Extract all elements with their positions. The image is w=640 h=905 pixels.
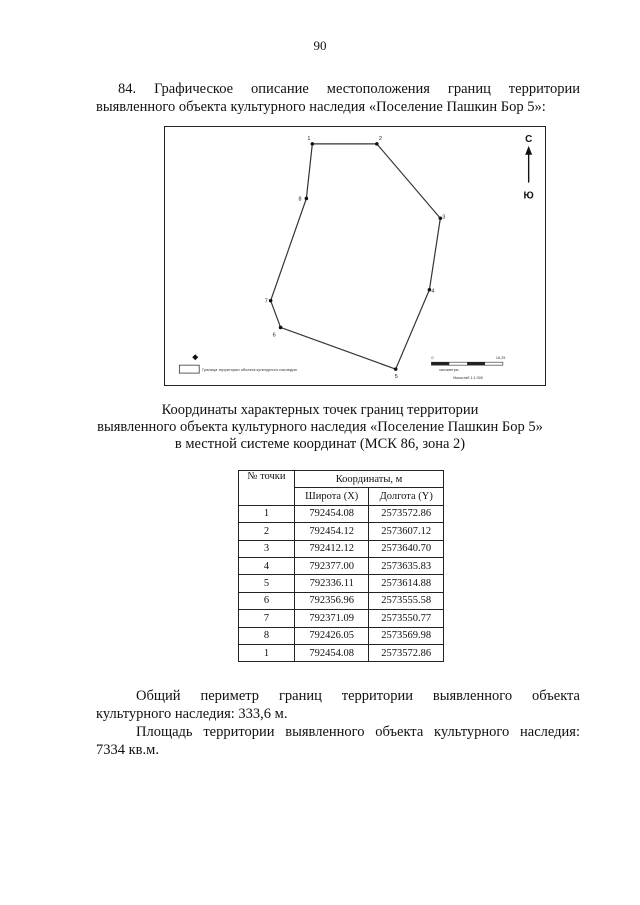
- latitude-value: 792356.96: [295, 592, 369, 609]
- point-number: 6: [239, 592, 295, 609]
- point-label-3: 3: [442, 214, 446, 221]
- point-label-8: 8: [298, 196, 302, 203]
- col-header-latitude: Широта (X): [295, 488, 369, 505]
- section-heading-line2: выявленного объекта культурного наследия «Поселение Пашкин Бор 5»:: [96, 99, 546, 115]
- col-header-longitude: Долгота (Y): [369, 488, 444, 505]
- col-header-point-number: № точки: [239, 471, 295, 506]
- point-number: 1: [239, 505, 295, 522]
- boundary-point-6: [279, 326, 283, 330]
- latitude-value: 792426.05: [295, 627, 369, 644]
- longitude-value: 2573569.98: [369, 627, 444, 644]
- table-row: [239, 523, 444, 540]
- table-row: [239, 644, 444, 661]
- longitude-value: 2573607.12: [369, 523, 444, 540]
- point-label-6: 6: [272, 332, 276, 339]
- table-row: [239, 575, 444, 592]
- area-line1: Площадь территории выявленного объекта культурного наследия:: [136, 724, 580, 740]
- latitude-value: 792371.09: [295, 610, 369, 627]
- longitude-value: 2573640.70: [369, 540, 444, 557]
- compass-south: Ю: [523, 190, 534, 202]
- legend-point-icon: [192, 354, 198, 360]
- map-legend: [179, 354, 296, 373]
- area-paragraph: [96, 723, 580, 759]
- point-number: 8: [239, 627, 295, 644]
- point-number: 5: [239, 575, 295, 592]
- latitude-value: 792412.12: [295, 540, 369, 557]
- table-row: [239, 610, 444, 627]
- table-row: [239, 505, 444, 522]
- coordinates-title-line2: выявленного объекта культурного наследия «Поселение Пашкин Бор 5»: [97, 419, 543, 435]
- perimeter-line2: культурного наследия: 333,6 м.: [96, 706, 288, 722]
- compass-north: С: [525, 133, 533, 145]
- point-label-7: 7: [264, 298, 268, 305]
- table-row: [239, 592, 444, 609]
- point-number: 3: [239, 540, 295, 557]
- section-heading-line1: 84. Графическое описание местоположения границ территории: [118, 81, 580, 97]
- scale-bar: [431, 356, 505, 380]
- boundary-polygon: [271, 144, 441, 369]
- point-label-2: 2: [378, 135, 382, 142]
- latitude-value: 792454.08: [295, 505, 369, 522]
- point-label-1: 1: [307, 135, 311, 142]
- boundary-point-8: [305, 197, 309, 201]
- scale-end: 16,25: [495, 356, 506, 361]
- point-number: 2: [239, 523, 295, 540]
- legend-boundary-swatch: [179, 365, 199, 373]
- area-line2: 7334 кв.м.: [96, 742, 159, 758]
- legend-label: Граница территории объекта культурного наследия: [202, 367, 297, 373]
- latitude-value: 792454.12: [295, 523, 369, 540]
- table-row: [239, 557, 444, 574]
- boundary-point-5: [394, 367, 398, 371]
- perimeter-paragraph: [96, 687, 580, 723]
- boundary-map: [164, 126, 546, 386]
- boundary-points: [269, 142, 442, 371]
- boundary-point-1: [311, 142, 315, 146]
- section-heading: [96, 80, 580, 116]
- longitude-value: 2573635.83: [369, 557, 444, 574]
- coordinates-title: [80, 402, 560, 453]
- coordinates-title-line1: Координаты характерных точек границ территории: [161, 402, 479, 418]
- latitude-value: 792377.00: [295, 557, 369, 574]
- coordinates-table: [238, 470, 444, 662]
- scale-start: 0: [431, 356, 434, 361]
- latitude-value: 792454.08: [295, 644, 369, 661]
- longitude-value: 2573555.58: [369, 592, 444, 609]
- scale-ratio: Масштаб 1:1 000: [453, 376, 483, 381]
- point-number: 7: [239, 610, 295, 627]
- north-arrow-icon: [524, 134, 534, 202]
- latitude-value: 792336.11: [295, 575, 369, 592]
- longitude-value: 2573572.86: [369, 505, 444, 522]
- point-label-4: 4: [431, 288, 435, 295]
- table-row: [239, 540, 444, 557]
- col-header-coordinates: Координаты, м: [295, 471, 444, 488]
- coordinates-title-line3: в местной системе координат (МСК 86, зона 2): [174, 436, 466, 452]
- boundary-map-drawing: [165, 127, 545, 385]
- point-number: 1: [239, 644, 295, 661]
- table-row: [239, 627, 444, 644]
- point-label-5: 5: [394, 374, 398, 381]
- boundary-point-7: [269, 299, 273, 303]
- scale-units: километры: [439, 368, 459, 373]
- longitude-value: 2573572.86: [369, 644, 444, 661]
- page-number: 90: [313, 38, 327, 53]
- longitude-value: 2573550.77: [369, 610, 444, 627]
- longitude-value: 2573614.88: [369, 575, 444, 592]
- boundary-point-2: [375, 142, 379, 146]
- point-number: 4: [239, 557, 295, 574]
- perimeter-line1: Общий периметр границ территории выявленного объекта: [136, 688, 580, 704]
